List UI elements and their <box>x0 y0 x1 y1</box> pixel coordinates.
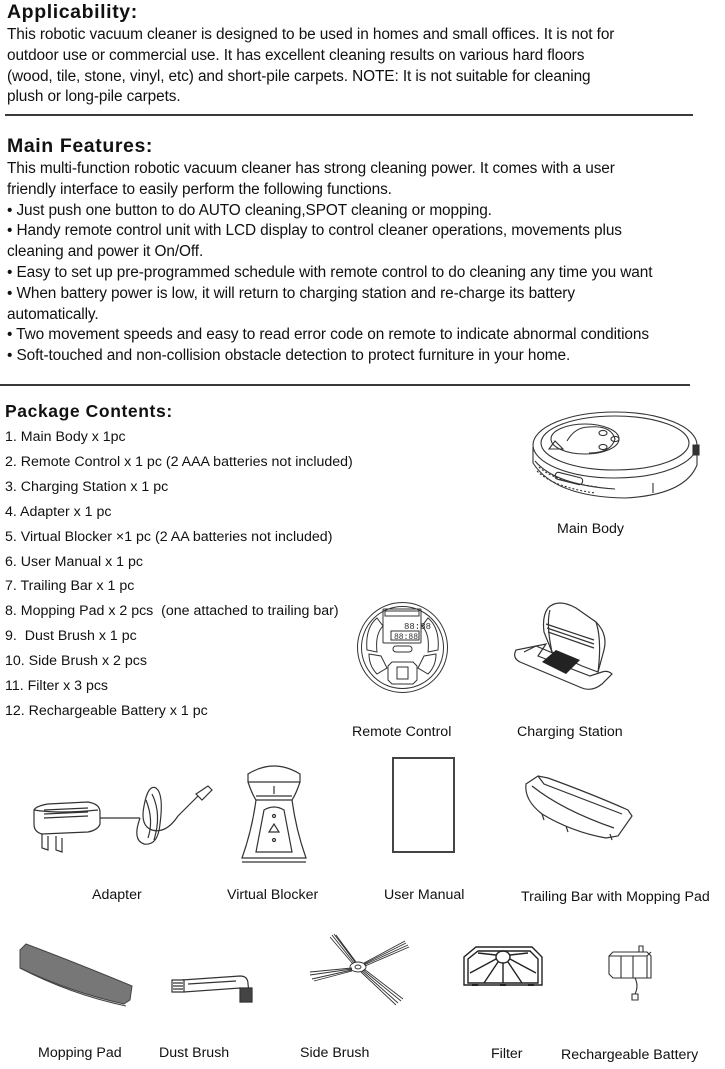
package-contents-list <box>5 425 353 724</box>
package-item: 5. Virtual Blocker ×1 pc (2 AA batteries not included) <box>5 528 333 545</box>
dust-brush-caption: Dust Brush <box>159 1045 230 1061</box>
virtual-blocker-caption: Virtual Blocker <box>227 887 319 903</box>
remote-lcd-digits-bottom: 88:88 <box>394 633 419 642</box>
battery-caption: Rechargeable Battery <box>561 1047 699 1063</box>
mopping-pad-illustration <box>14 940 136 1010</box>
applicability-line: (wood, tile, stone, vinyl, etc) and short-pile carpets. NOTE: It is not suitable for cleaning <box>7 67 591 85</box>
feature-bullet: • Two movement speeds and easy to read error code on remote to indicate abnormal conditions <box>7 326 649 344</box>
applicability-heading: Applicability: <box>7 1 138 23</box>
applicability-text <box>7 25 722 108</box>
trailing-bar-caption: Trailing Bar with Mopping Pad <box>521 889 710 905</box>
package-item: 3. Charging Station x 1 pc <box>5 478 169 495</box>
battery-illustration <box>605 942 655 1004</box>
filter-illustration <box>462 945 544 987</box>
feature-bullet: • Just push one button to do AUTO cleaning,SPOT cleaning or mopping. <box>7 201 492 219</box>
remote-control-illustration <box>355 600 450 695</box>
package-item: 1. Main Body x 1pc <box>5 429 126 445</box>
virtual-blocker-illustration <box>238 760 310 865</box>
dust-brush-illustration <box>170 966 256 1008</box>
package-item: 4. Adapter x 1 pc <box>5 503 112 520</box>
package-item: 2. Remote Control x 1 pc (2 AAA batteries not included) <box>5 453 353 470</box>
charging-station-illustration <box>512 600 622 692</box>
section-divider <box>0 384 690 386</box>
user-manual-caption: User Manual <box>384 887 465 903</box>
mopping-pad-caption: Mopping Pad <box>38 1045 122 1061</box>
applicability-line: plush or long-pile carpets. <box>7 88 181 106</box>
package-item: 11. Filter x 3 pcs <box>5 678 109 695</box>
feature-bullet: • Easy to set up pre-programmed schedule with remote control to do cleaning any time you want <box>7 263 653 281</box>
feature-line: friendly interface to easily perform the following functions. <box>7 180 392 198</box>
package-item: 8. Mopping Pad x 2 pcs (one attached to trailing bar) <box>5 603 339 620</box>
adapter-illustration <box>28 780 218 860</box>
main-features-heading: Main Features: <box>7 135 154 157</box>
side-brush-caption: Side Brush <box>300 1045 370 1061</box>
trailing-bar-illustration <box>522 770 637 842</box>
main-body-illustration <box>525 405 705 505</box>
applicability-line: outdoor use or commercial use. It has excellent cleaning results on various hard floors <box>7 46 585 64</box>
package-item: 9. Dust Brush x 1 pc <box>5 628 137 645</box>
main-body-caption: Main Body <box>557 521 625 537</box>
charging-station-caption: Charging Station <box>517 724 623 740</box>
remote-control-caption: Remote Control <box>352 724 452 740</box>
adapter-caption: Adapter <box>92 887 142 903</box>
package-contents-heading: Package Contents: <box>5 401 173 421</box>
package-item: 10. Side Brush x 2 pcs <box>5 653 147 670</box>
feature-line: cleaning and power it On/Off. <box>7 243 204 261</box>
feature-bullet: • When battery power is low, it will return to charging station and re-charge its battery <box>7 284 575 302</box>
main-features-text <box>7 159 725 367</box>
feature-line: This multi-function robotic vacuum cleaner has strong cleaning power. It comes with a user <box>7 160 615 177</box>
package-item: 12. Rechargeable Battery x 1 pc <box>5 702 208 719</box>
package-item: 6. User Manual x 1 pc <box>5 553 143 570</box>
user-manual-illustration <box>392 757 455 853</box>
package-item: 7. Trailing Bar x 1 pc <box>5 578 135 595</box>
feature-line: automatically. <box>7 305 99 323</box>
feature-bullet: • Handy remote control unit with LCD display to control cleaner operations, movements plus <box>7 222 622 240</box>
applicability-line: This robotic vacuum cleaner is designed to be used in homes and small offices. It is not for <box>7 26 615 43</box>
feature-bullet: • Soft-touched and non-collision obstacle detection to protect furniture in your home. <box>7 347 571 365</box>
remote-lcd-digits-top: 88:88 <box>404 622 432 632</box>
side-brush-illustration <box>306 933 411 1008</box>
filter-caption: Filter <box>491 1046 523 1062</box>
section-divider <box>5 114 693 116</box>
